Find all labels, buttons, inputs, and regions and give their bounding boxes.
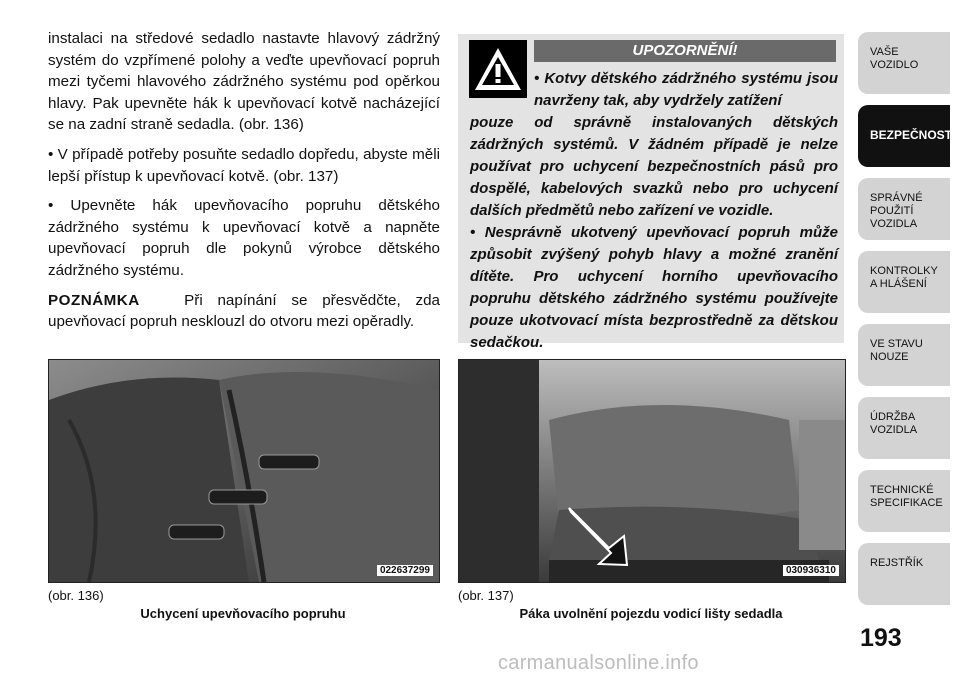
note-paragraph	[48, 290, 440, 333]
figure-seat-tether-anchors	[48, 359, 440, 583]
note-text: Při napínání se přesvědčte, zda upevňovací popruh nesklouzl do otvoru mezi opěradly.	[48, 291, 440, 331]
warning-header: UPOZORNĚNÍ!	[534, 40, 836, 62]
paragraph-attach-hook: • Upevněte hák upevňovacího popruhu dětského zádržného systému k upevňovací kotvě a napněte upevňovací popruh dle pokynů výrobce dětského zádržného systému.	[48, 197, 440, 279]
figure-ref-137: (obr. 137)	[458, 588, 514, 603]
warning-bullet-2: • Nesprávně ukotvený upevňovací popruh může způsobit zvýšený pohyb hlavy a možné zranění dítěte. Pro uchycení horního upevňovacího popruhu dětského zádržného systému používejte pouze ukotvovací místa bezprostředně za dětskou sedačkou.	[470, 224, 838, 351]
figure-ref-136: (obr. 136)	[48, 588, 104, 603]
watermark: carmanualsonline.info	[498, 652, 699, 674]
paragraph-instructions: instalaci na středové sedadlo nastavte hlavový zádržný systém do vzpřímené polohy a veďte upevňovací popruh mezi tyčemi hlavového zádržného systému pod opěrkou hlavy. Pak upevněte hák k upevňovací kotvě nacházející se na zadní straně sedadla. (obr. 136)	[48, 30, 440, 134]
warning-bullet-1-start: • Kotvy dětského zádržného systému jsou navrženy tak, aby vydržely zatížení	[534, 70, 838, 109]
page-number: 193	[860, 624, 902, 652]
paragraph-move-seat: • V případě potřeby posuňte sedadlo dopředu, abyste měli lepší přístup k upevňovací kotvě. (obr. 137)	[48, 145, 440, 185]
figure-seat-track-lever	[458, 359, 846, 583]
figure-caption-137: Páka uvolnění pojezdu vodicí lišty sedadla	[519, 606, 783, 621]
body-text-column	[48, 28, 440, 341]
figure-caption-136: Uchycení upevňovacího popruhu	[140, 606, 346, 621]
figure-code: 030936310	[783, 565, 839, 576]
warning-text	[470, 68, 838, 354]
tab-spravne-pouziti-vozidla[interactable]: SPRÁVNÉ POUŽITÍ VOZIDLA	[858, 178, 950, 240]
tab-technicke-specifikace[interactable]: TECHNICKÉ SPECIFIKACE	[858, 470, 950, 532]
tab-vase-vozidlo[interactable]: VAŠE VOZIDLO	[858, 32, 950, 94]
figure-code: 022637299	[377, 565, 433, 576]
tab-udrzba-vozidla[interactable]: ÚDRŽBA VOZIDLA	[858, 397, 950, 459]
tab-bezpecnost[interactable]: BEZPEČNOST	[858, 105, 950, 167]
warning-bullet-1-rest: pouze od správně instalovaných dětských zádržných systémů. V žádném případě je nelze používat pro uchycení bezpečnostních pásů pro dospělé, kabelových svazků nebo pro uchycení dalších předmětů nebo zařízení ve vozidle.	[470, 114, 838, 219]
note-label: POZNÁMKA	[48, 291, 140, 309]
tab-ve-stavu-nouze[interactable]: VE STAVU NOUZE	[858, 324, 950, 386]
tab-rejstrik[interactable]: REJSTŘÍK	[858, 543, 950, 605]
tab-kontrolky-a-hlaseni[interactable]: KONTROLKY A HLÁŠENÍ	[858, 251, 950, 313]
